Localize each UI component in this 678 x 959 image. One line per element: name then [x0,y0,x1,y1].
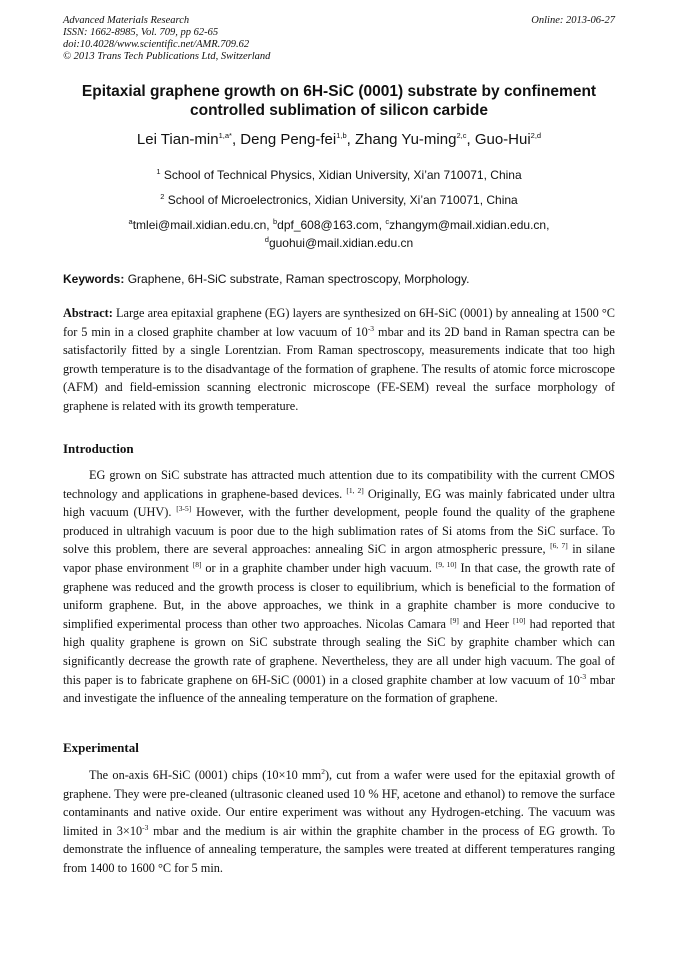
exponent: -3 [367,323,375,333]
body-text: Originally, EG was mainly fabricated under ultra high vacuum (UHV). [63,486,615,520]
author-name: Deng Peng-fei [240,131,337,148]
paper-title: Epitaxial graphene growth on 6H-SiC (0001) substrate by confinement controlled sublimation of silicon carbide [81,83,597,119]
email-link[interactable]: guohui@mail.xidian.edu.cn [268,236,414,250]
online-date: Online: 2013-06-27 [531,15,615,26]
journal-header [63,15,615,63]
copyright-line: © 2013 Trans Tech Publications Ltd, Switzerland [63,51,271,62]
affiliation-sup: 2 [160,192,165,201]
email-link[interactable]: tmlei@mail.xidian.edu.cn [132,218,267,232]
keywords [63,272,615,286]
exponent: 2 [321,766,325,776]
affiliation-sup: 1 [156,167,161,176]
email-link[interactable]: zhangym@mail.xidian.edu.cn [389,218,547,232]
body-text: In that case, the growth rate of graphene was reduced and the growth process is closer to equilibrium, which is beneficial to the formation of uniform graphene. But, in the above approaches, we think in a graphite chamber is more conducive to simplified experimental process than other two approaches. Nicolas Camara [63,560,616,631]
citation: [8] [192,559,202,569]
abstract [63,304,615,416]
author-sup: 2,d [530,131,542,140]
affiliation [60,193,618,207]
author-name: Guo-Hui [474,131,531,148]
body-text: in silane vapor phase environment [63,542,616,575]
section-heading-introduction: Introduction [63,441,134,456]
section-heading-experimental: Experimental [63,740,139,755]
keywords-label: Keywords: [63,272,125,286]
body-text: EG grown on SiC substrate has attracted much attention due to its compatibility with the current CMOS technology and applications in graphene-based devices. [63,468,615,501]
email-list: $^a$tmlei@mail.xidian.edu.cn, $^b$dpf_608@163.com, $^c$zhangym@mail.xidian.edu.cn, $^d$guohui@mail.xidian.edu.cn [128,217,550,250]
author-sup: 2,c [456,131,467,140]
body-text: ), cut from a wafer were used for the epitaxial growth of graphene. They were pre-cleaned (ultrasonic cleaned used 10 % HF, acetone and ethanol) to remove the surface contaminants and native oxide. Our entire experiment was without any Hydrogen-etching. The vacuum was limited in 3×10 [63,768,615,838]
body-text: or in a graphite chamber under high vacuum. [205,560,432,575]
affiliation-text: School of Microelectronics, Xidian University, Xi’an 710071, China [167,193,518,207]
email-sup: a [128,217,133,226]
affiliation-text: School of Technical Physics, Xidian University, Xi’an 710071, China [163,168,522,182]
exponent: -3 [579,671,587,681]
body-text: mbar and the medium is air within the graphite chamber in the process of EG growth. To demonstrate the influence of annealing temperature, the samples were treated at different temperatures ranging from 1400 to 1600 °C for 5 min. [63,823,616,875]
experimental-paragraph [63,766,615,878]
abstract-label: Abstract: [63,306,113,320]
affiliation [60,168,618,182]
introduction-paragraph [63,466,615,708]
abstract-text: Large area epitaxial graphene (EG) layers are synthesized on 6H-SiC (0001) by annealing at 1500 °C for 5 min in a closed graphite chamber at low vacuum of 10 [63,306,615,339]
issn-line: ISSN: 1662-8985, Vol. 709, pp 62-65 [63,27,219,38]
citation: [3-5] [176,504,192,514]
citation: [10] [512,615,526,625]
author-sup: 1,a* [218,131,232,140]
citation: [9, 10] [435,559,457,569]
author-name: Lei Tian-min [136,131,219,148]
citation: [6, 7] [550,541,568,551]
author-list: Lei Tian-$\min^{1,a*}$, Deng Peng-fei$^{1,b}$, Zhang Yu-ming$^{2,c}$, Guo-Hui$^{2,d}$ [136,131,542,148]
body-text: However, with the further development, people found the quality of the graphene produced in ultrahigh vacuum is poor due to the high sublimation rates of Si atoms from the SiC surface. To solve this problem, there are several approaches: annealing SiC in argon atmospheric pressure, [63,505,616,557]
email-link[interactable]: dpf_608@163.com [277,218,379,232]
citation: [1, 2] [346,485,364,495]
body-text: mbar and investigate the influence of the annealing temperature on the formation of graphene. [63,672,616,706]
body-text: The on-axis 6H-SiC (0001) chips (10×10 mm [89,768,322,782]
citation: [9] [450,615,459,625]
email-sup: c [385,217,390,226]
author-sup: 1,b [336,131,347,140]
abstract-text: mbar and its 2D band in Raman spectra can be satisfactorily fitted by a single Lorentzian. From Raman spectroscopy, measurements indicate that too high growth temperature is to the disadvantage of the formation of graphene. The results of atomic force microscope (AFM) and field-emission scanning electronic microscope (FE-SEM) reveal the surface morphology of graphene is related with its growth temperature. [63,324,615,413]
keywords-text: Graphene, 6H-SiC substrate, Raman spectroscopy, Morphology. [127,272,470,286]
journal-name: Advanced Materials Research [63,15,190,26]
email-sup: d [264,235,269,244]
doi-line: doi:10.4028/www.scientific.net/AMR.709.62 [63,39,250,50]
body-text: and Heer [463,616,509,631]
body-text: had reported that high quality graphene is grown on SiC substrate through sealing the SiC by graphite chamber which can significantly decrease the growth rate of graphene. Nevertheless, they are all under high vacuum. The goal of this paper is to fabricate graphene on 6H-SiC (0001) in a closed graphite chamber at low vacuum of 10 [63,616,616,687]
exponent: -3 [142,822,149,832]
author-name: Zhang Yu-ming [354,131,457,148]
email-sup: b [272,217,278,226]
